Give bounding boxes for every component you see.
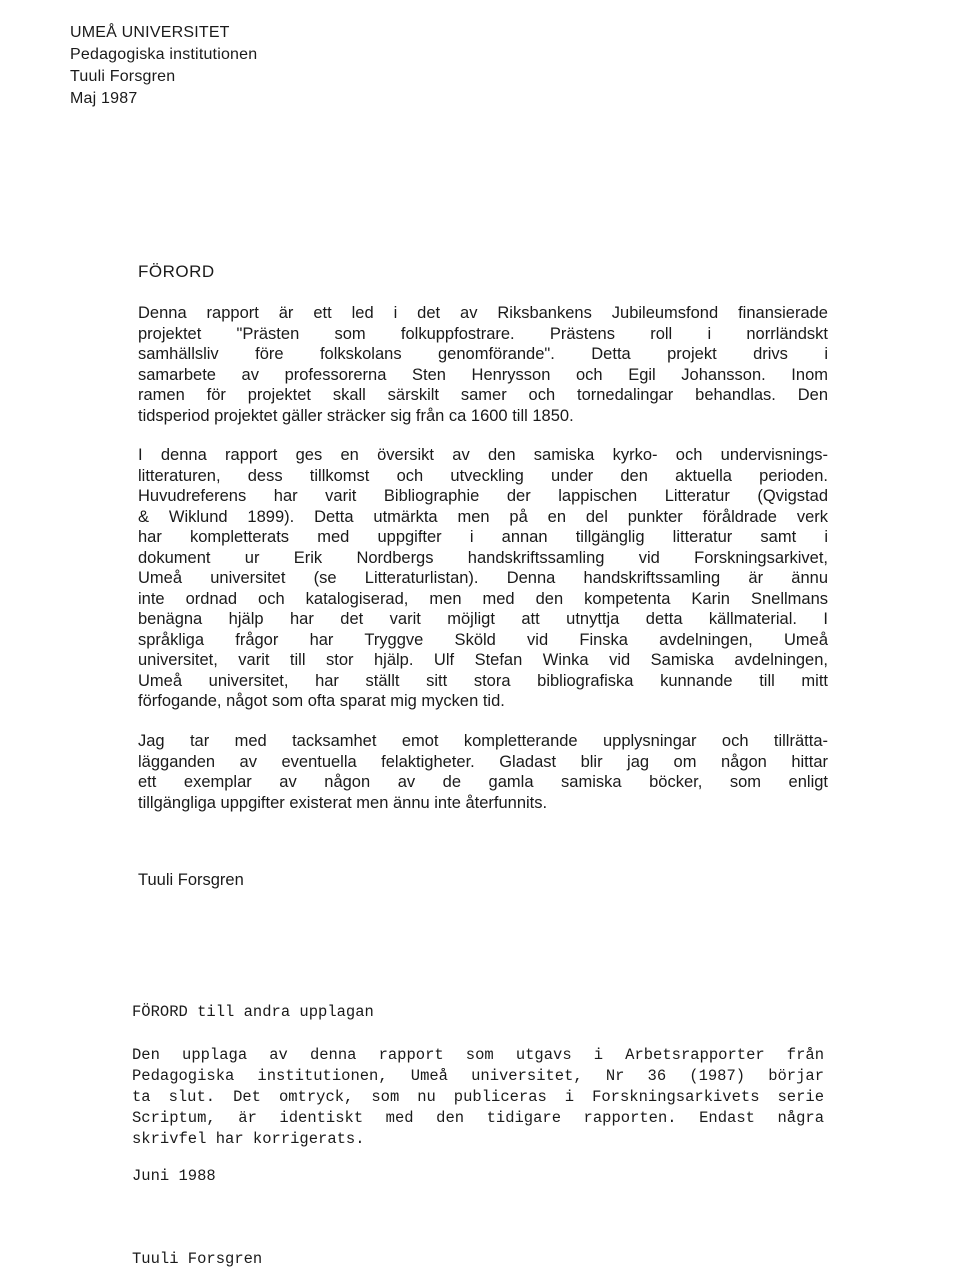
text-line: ett exemplar av någon av de gamla samiska böcker, som enligt xyxy=(138,773,828,791)
document-header xyxy=(70,22,470,110)
text-line: inte ordnad och katalogiserad, men med den kompetenta Karin Snellmans xyxy=(138,589,828,608)
text-line: samarbete av professorerna Sten Henrysson och Egil Johansson. Inom xyxy=(138,365,828,384)
author-name: Tuuli Forsgren xyxy=(70,68,176,85)
document-date: Maj 1987 xyxy=(70,90,138,107)
text-line: förfogande, något som ofta sparat mig mycken tid. xyxy=(138,692,505,710)
text-line: lägganden av eventuella felaktigheter. Gladast blir jag om någon hittar xyxy=(138,752,828,771)
second-edition-paragraph xyxy=(132,1045,824,1150)
text-line: Umeå universitet, har ställt sitt stora bibliografiska kunnande till mitt xyxy=(138,671,828,690)
text-line: Pedagogiska institutionen, Umeå universitet, Nr 36 (1987) börjar xyxy=(132,1067,824,1085)
text-line: språkliga frågor har Tryggve Sköld vid Finska avdelningen, Umeå xyxy=(138,630,828,649)
foreword-signature: Tuuli Forsgren xyxy=(138,871,244,889)
foreword-paragraph-2 xyxy=(138,445,828,712)
text-line: samhällsliv före folkskolans genomförande". Detta projekt drivs i xyxy=(138,345,828,363)
text-line: I denna rapport ges en översikt av den samiska kyrko- och undervisnings- xyxy=(138,446,828,464)
second-edition-date: Juni 1988 xyxy=(132,1167,216,1185)
foreword-paragraph-3 xyxy=(138,731,828,813)
text-line: & Wiklund 1899). Detta utmärkta men på en del punkter föråldrade verk xyxy=(138,507,828,526)
text-line: dokument ur Erik Nordbergs handskriftssamling vid Forskningsarkivet, xyxy=(138,548,828,567)
text-line: ramen för projektet skall särskilt samer och tornedalingar behandlas. Den xyxy=(138,386,828,404)
foreword-heading: FÖRORD xyxy=(138,262,215,281)
text-line: skrivfel har korrigerats. xyxy=(132,1130,365,1148)
second-edition-heading: FÖRORD till andra upplagan xyxy=(132,1003,374,1021)
text-line: ta slut. Det omtryck, som nu publiceras i Forskningsarkivets serie xyxy=(132,1088,824,1106)
text-line: Umeå universitet (se Litteraturlistan). Denna handskriftssamling är ännu xyxy=(138,569,828,587)
text-line: Denna rapport är ett led i det av Riksbankens Jubileumsfond finansierade xyxy=(138,304,828,322)
text-line: Jag tar med tacksamhet emot kompletterande upplysningar och tillrätta- xyxy=(138,732,828,750)
second-edition-signature: Tuuli Forsgren xyxy=(132,1250,263,1268)
text-line: Huvudreferens har varit Bibliographie der lappischen Litteratur (Qvigstad xyxy=(138,487,828,505)
text-line: tillgängliga uppgifter existerat men ännu inte återfunnits. xyxy=(138,793,548,812)
text-line: Scriptum, är identiskt med den tidigare rapporten. Endast några xyxy=(132,1109,824,1127)
text-line: benägna hjälp har det varit möjligt att utnyttja detta källmaterial. I xyxy=(138,610,828,628)
text-line: universitet, varit till stor hjälp. Ulf Stefan Winka vid Samiska avdelningen, xyxy=(138,651,828,669)
university-name: UMEÅ UNIVERSITET xyxy=(70,24,230,41)
text-line: projektet "Prästen som folkuppfostrare. Prästens roll i norrländskt xyxy=(138,324,828,343)
text-line: litteraturen, dess tillkomst och utveckling under den aktuella perioden. xyxy=(138,466,828,485)
text-line: tidsperiod projektet gäller sträcker sig från ca 1600 till 1850. xyxy=(138,406,574,425)
department-name: Pedagogiska institutionen xyxy=(70,46,258,63)
foreword-paragraph-1 xyxy=(138,303,828,426)
text-line: Den upplaga av denna rapport som utgavs i Arbetsrapporter från xyxy=(132,1046,824,1064)
text-line: har kompletterats med uppgifter i annan tillgänglig litteratur samt i xyxy=(138,528,828,546)
